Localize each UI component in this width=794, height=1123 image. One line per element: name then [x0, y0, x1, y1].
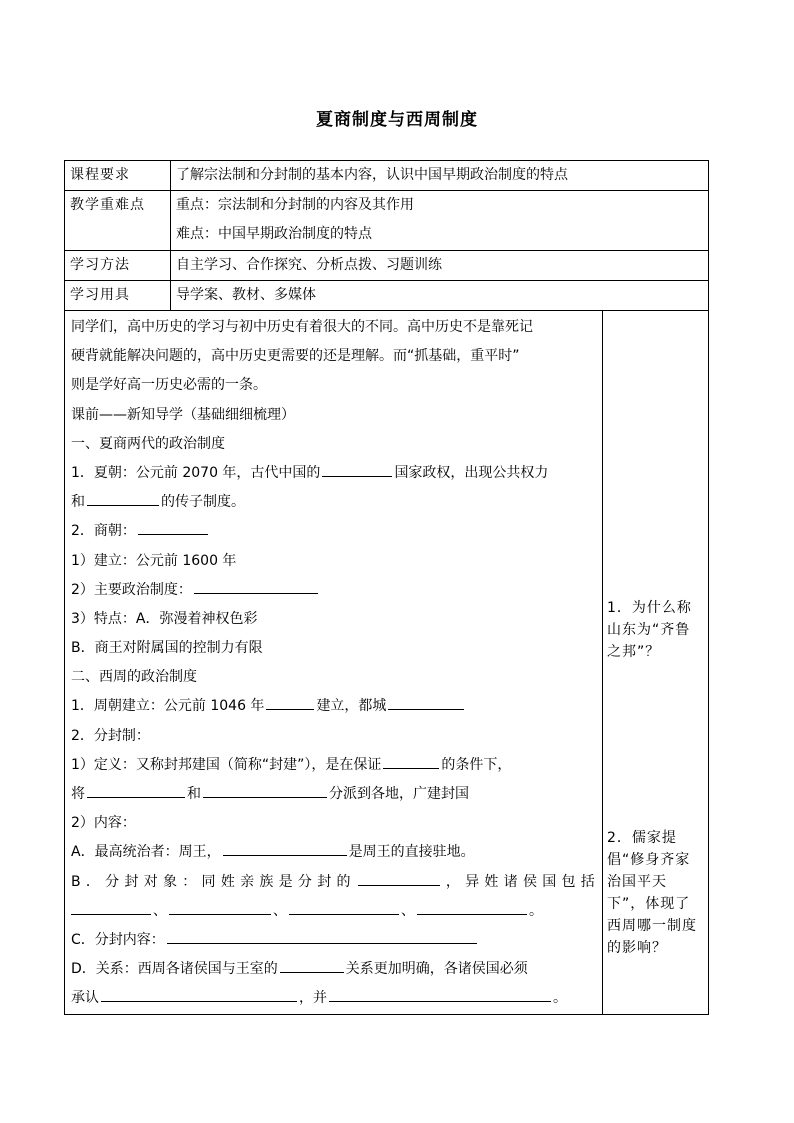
study-method-label: 学习方法 — [65, 251, 171, 281]
fill-blank[interactable] — [194, 578, 318, 594]
study-tools-label: 学习用具 — [65, 281, 171, 311]
row-study-method — [65, 251, 709, 281]
intro-line-2: 硬背就能解决问题的，高中历史更需要的还是理解。而“抓基础，重平时” — [71, 348, 520, 365]
content-c-line: C．分封内容： — [71, 926, 596, 955]
lesson-plan-table — [64, 160, 709, 1015]
fill-blank[interactable] — [280, 957, 344, 973]
course-requirement-value: 了解宗法制和分封制的基本内容，认识中国早期政治制度的特点 — [171, 161, 709, 191]
xia-line-2: 和 的传子制度。 — [71, 488, 596, 517]
shang-feature-a: 3）特点：A．弥漫着神权色彩 — [71, 610, 258, 627]
fill-blank[interactable] — [358, 870, 440, 886]
zhou-founding-line: 1．周朝建立：公元前 1046 年 建立，都城 — [71, 692, 596, 721]
key-point-focus: 重点：宗法制和分封制的内容及其作用 — [176, 197, 414, 213]
key-point-difficulty: 难点：中国早期政治制度的特点 — [176, 226, 372, 242]
document-title: 夏商制度与西周制度 — [316, 110, 478, 130]
side-question-1: 1．为什么称山东为“齐鲁之邦”？ — [607, 600, 692, 660]
intro-line-1: 同学们，高中历史的学习与初中历史有着很大的不同。高中历史不是靠死记 — [71, 319, 533, 335]
fill-blank[interactable] — [169, 899, 271, 915]
fill-blank[interactable] — [417, 899, 527, 915]
xia-line-1: 1．夏朝：公元前 2070 年，古代中国的 国家政权，出现公共权力 — [71, 459, 596, 488]
side-notes-cell — [603, 311, 709, 1015]
study-tools-value: 导学案、教材、多媒体 — [171, 281, 709, 311]
heading-western-zhou: 二、西周的政治制度 — [71, 669, 197, 686]
shang-founding: 1）建立：公元前 1600 年 — [71, 552, 237, 569]
fill-blank[interactable] — [329, 986, 551, 1002]
content-b-line-2: 、 、 、 。 — [71, 897, 596, 926]
row-main-content — [65, 311, 709, 1015]
heading-xia-shang: 一、夏商两代的政治制度 — [71, 435, 225, 452]
study-method-value: 自主学习、合作探究、分析点拨、习题训练 — [171, 251, 709, 281]
section-heading: 课前——新知导学（基础细细梳理） — [71, 406, 295, 423]
shang-system-line: 2）主要政治制度： — [71, 576, 596, 605]
fill-blank[interactable] — [289, 899, 399, 915]
fill-blank[interactable] — [87, 782, 185, 798]
side-question-2: 2．儒家提倡“修身齐家治国平天下”，体现了西周哪一制度的影响？ — [607, 830, 697, 956]
fill-blank[interactable] — [101, 986, 297, 1002]
fill-blank[interactable] — [138, 519, 208, 535]
content-b-line-1: B．分封对象：同姓亲族是分封的 ，异姓诸侯国包括 — [71, 868, 596, 897]
fill-blank[interactable] — [71, 899, 151, 915]
course-requirement-label: 课程要求 — [65, 161, 171, 191]
fenfeng-heading: 2．分封制： — [71, 727, 150, 744]
fill-blank[interactable] — [322, 461, 392, 477]
fill-blank[interactable] — [383, 753, 439, 769]
row-course-requirement — [65, 161, 709, 191]
content-heading: 2）内容： — [71, 815, 136, 832]
intro-line-3: 则是学好高一历史必需的一条。 — [71, 377, 267, 394]
content-a-line: A．最高统治者：周王， 是周王的直接驻地。 — [71, 838, 596, 867]
definition-line-1: 1）定义：又称封邦建国（简称“封建”），是在保证 的条件下， — [71, 751, 596, 780]
row-key-points — [65, 191, 709, 251]
content-d-line: D．关系：西周各诸侯国与王室的 关系更加明确，各诸侯国必须 — [71, 955, 596, 984]
key-points-label: 教学重难点 — [65, 191, 171, 251]
row-study-tools — [65, 281, 709, 311]
fill-blank[interactable] — [203, 782, 327, 798]
definition-line-2: 将 和 分派到各地，广建封国 — [71, 780, 596, 809]
main-content-cell — [65, 311, 603, 1015]
fill-blank[interactable] — [167, 928, 477, 944]
fill-blank[interactable] — [223, 840, 347, 856]
fill-blank[interactable] — [388, 694, 464, 710]
fill-blank[interactable] — [266, 694, 314, 710]
shang-line: 2．商朝： — [71, 517, 596, 546]
key-points-value — [171, 191, 709, 251]
fill-blank[interactable] — [87, 490, 159, 506]
shang-feature-b: B．商王对附属国的控制力有限 — [71, 640, 263, 657]
content-e-line: 承认 ，并 。 — [71, 984, 596, 1013]
